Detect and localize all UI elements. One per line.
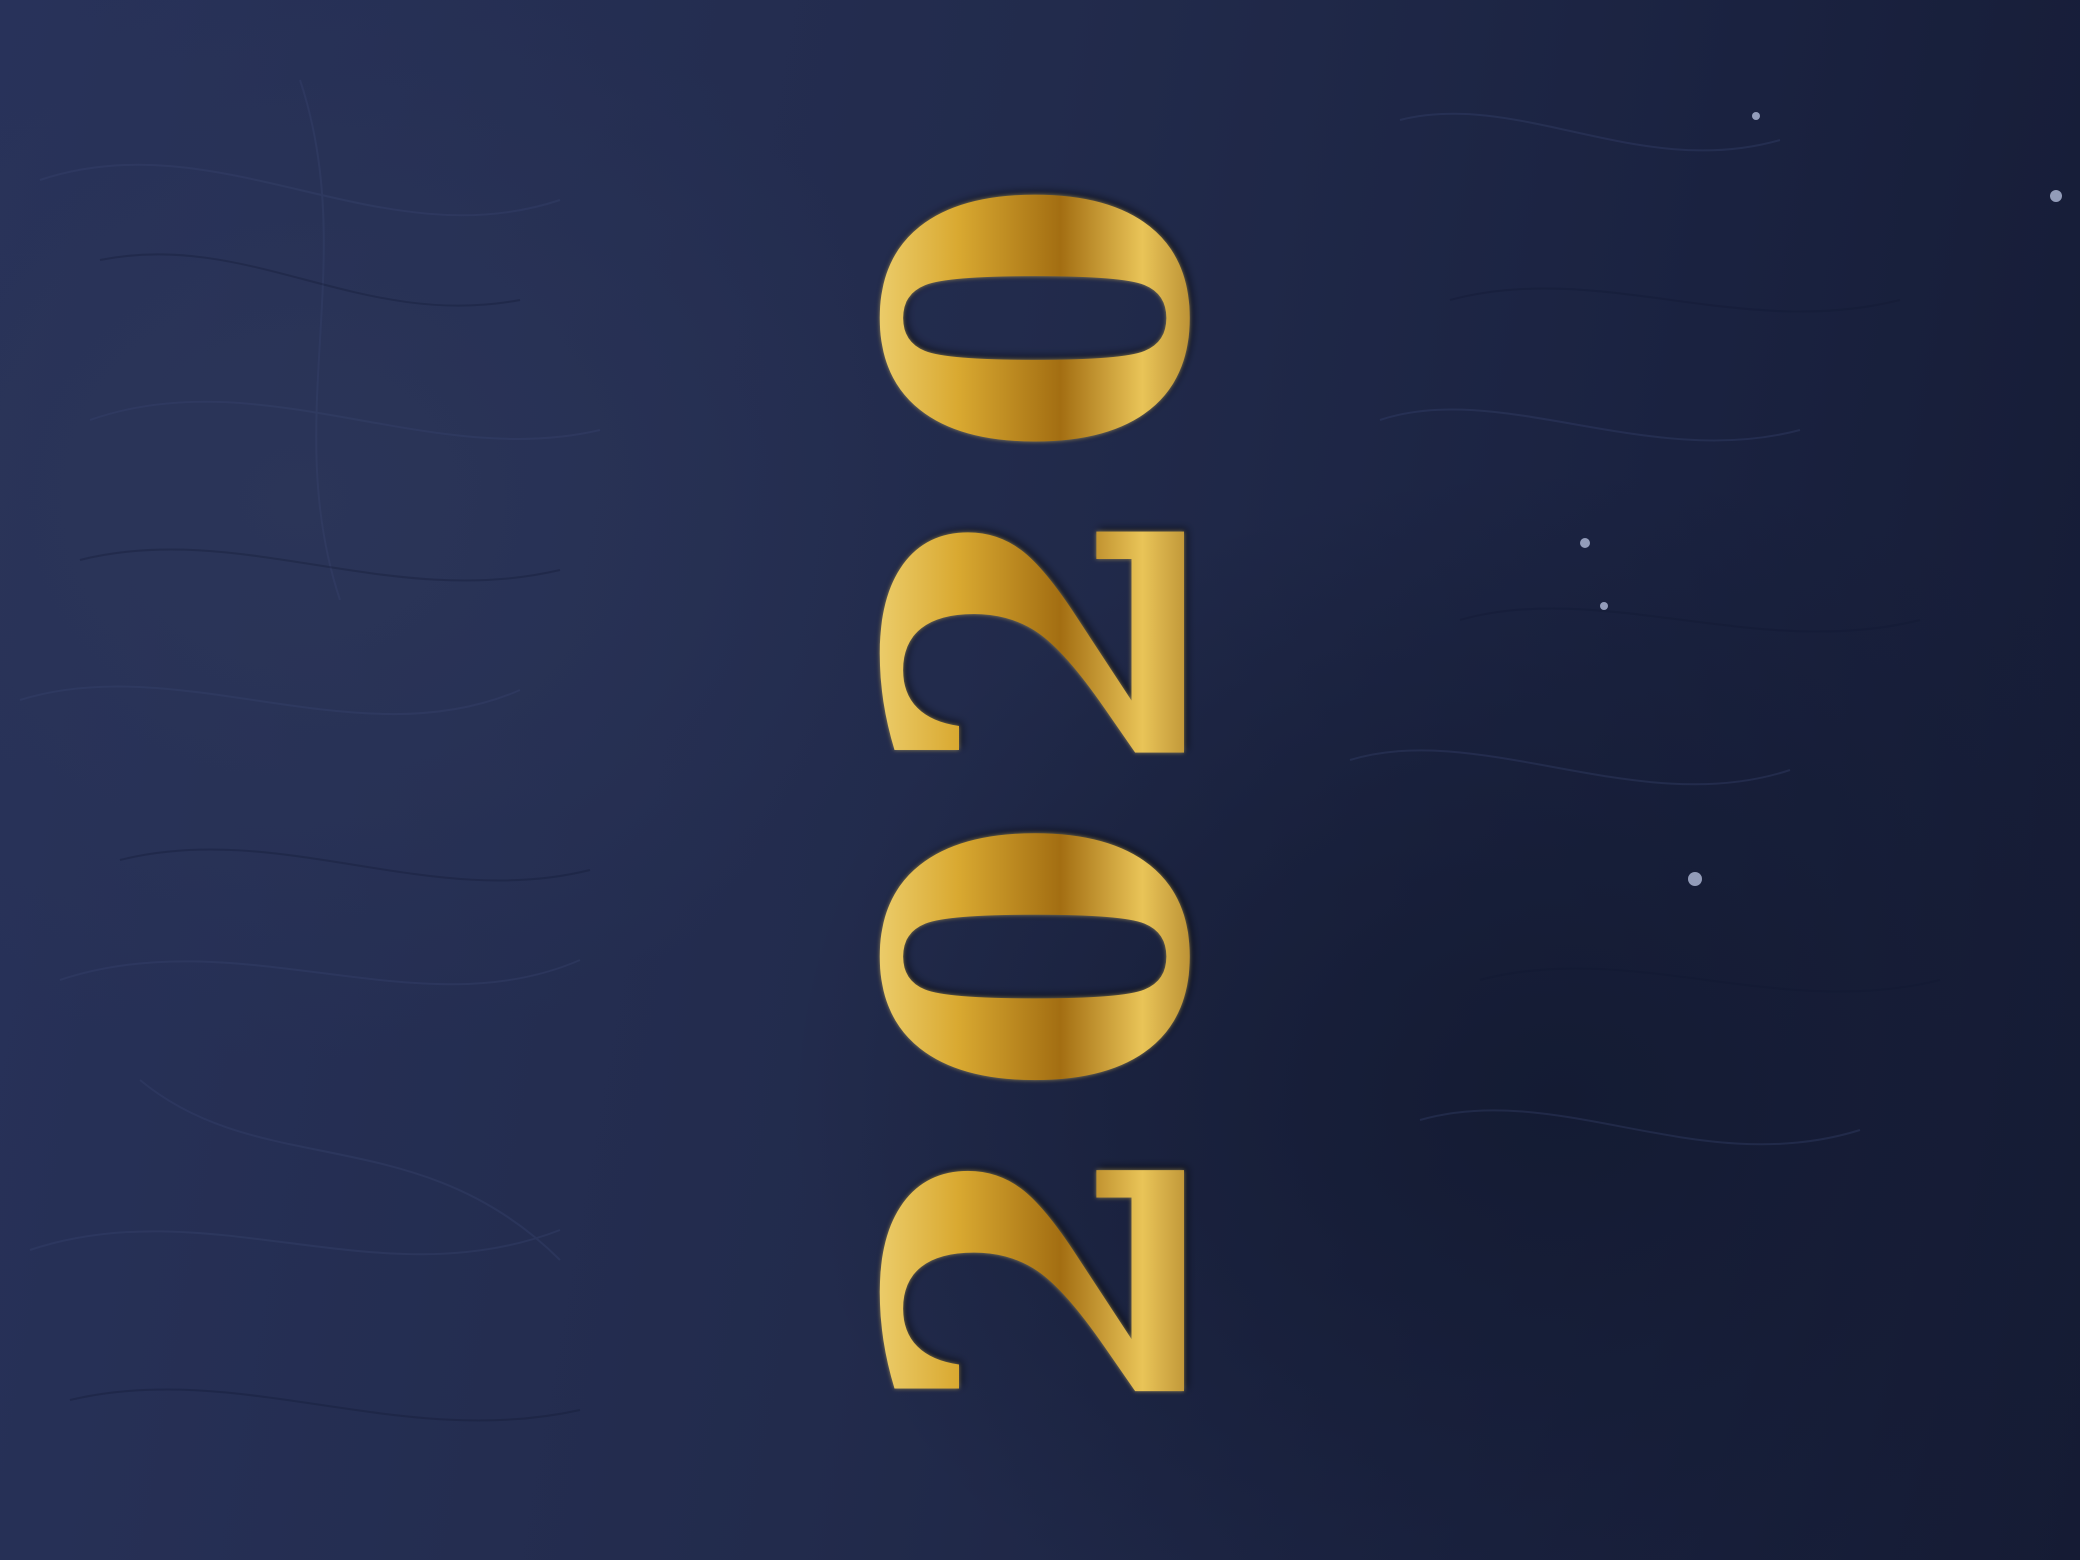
- dust-speck: [2050, 190, 2062, 202]
- dust-speck: [1688, 872, 1702, 886]
- dust-speck: [1600, 602, 1608, 610]
- year-text: 2020: [799, 141, 1281, 1419]
- dust-speck: [1752, 112, 1760, 120]
- dust-speck: [1580, 538, 1590, 548]
- year-foil: [799, 80, 1281, 1480]
